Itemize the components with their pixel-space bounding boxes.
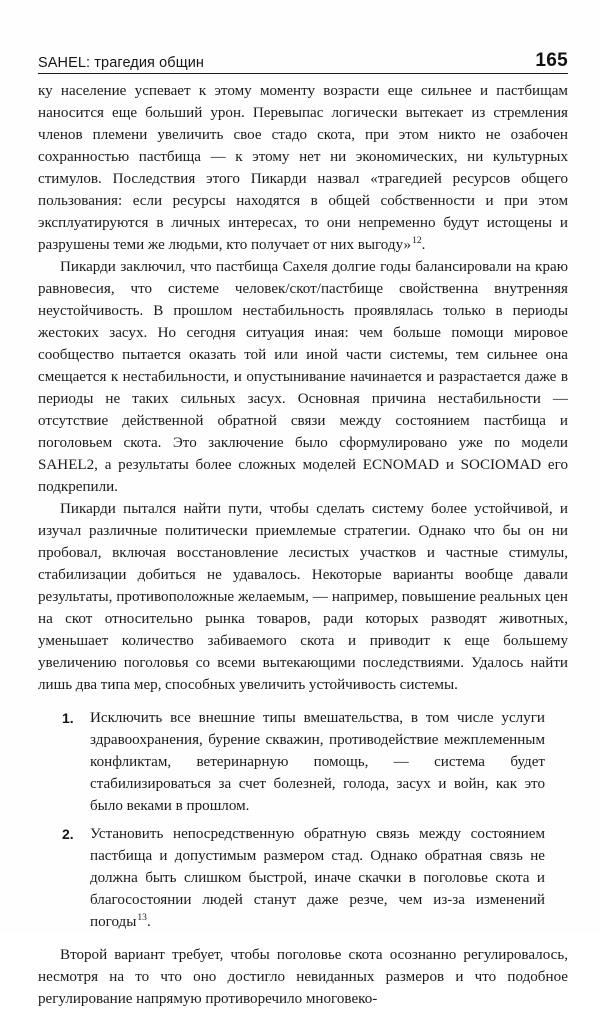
running-header — [38, 42, 568, 74]
text-column — [38, 80, 568, 1010]
paragraph-4-text: Второй вариант требует, чтобы поголовье скота осознанно регулировалось, несмотря на то что оно достигло невиданных размеров и что подобное регулирование напрямую противоречило многовеко- — [38, 947, 568, 1007]
paragraph-1-text: ку население успевает к этому моменту возрасти еще сильнее и пастбищам наносится еще больший урон. Перевыпас логически вытекает из стремления членов племени увеличить свое стадо скота, при этом никто не озабочен сохранностью пастбища — к этому нет ни экономических, ни культурных стимулов. Последствия этого Пикарди назвал «трагедией ресурсов общего пользования: если ресурсы находятся в общей собственности и при этом эксплуатируются в личных интересах, то они непременно будут истощены и разрушены теми же людьми, кто получает от них выгоду» — [38, 83, 568, 253]
list-item — [38, 823, 568, 933]
measures-list — [38, 707, 568, 933]
footnote-marker-12[interactable]: 12 — [412, 234, 422, 246]
list-item-tail: . — [146, 914, 151, 930]
paragraph-1-tail: . — [421, 237, 426, 253]
paragraph-3 — [38, 498, 568, 696]
paragraph-4 — [38, 944, 568, 1010]
paragraph-2-text: Пикарди заключил, что пастбища Сахеля долгие годы балансировали на краю равновесия, что системе человек/скот/пастбище свойственна внутренняя неустойчивость. В прошлом нестабильность проявлялась только в периоды жестоких засух. Но сегодня ситуация иная: чем больше помощи мировое сообщество пытается оказать той или иной части системы, тем сильнее она смещается к нестабильности, и опустынивание начинается и разрастается даже в периоды не таких сильных засух. Основная причина нестабильности — отсутствие действенной обратной связи между состоянием пастбища и поголовьем скота. Это заключение было сформулировано уже по модели SAHEL2, а результаты более сложных моделей ECNOMAD и SOCIOMAD его подкрепили. — [38, 259, 568, 495]
running-header-title: SAHEL: трагедия общин — [38, 54, 205, 71]
page-number: 165 — [535, 50, 568, 71]
footnote-marker-13[interactable]: 13 — [137, 911, 147, 923]
list-item-text: Исключить все внешние типы вмешательства, в том числе услуги здравоохранения, бурение скважин, противодействие межплеменным конфликтам, ветеринарную помощь, — система будет стабилизироваться за счет болезней, голода, засух и войн, как это было веками в прошлом. — [90, 710, 545, 814]
list-item-marker: 2. — [62, 826, 74, 842]
list-item-text: Установить непосредственную обратную связь между состоянием пастбища и допустимым размером стад. Однако обратная связь не должна быть слишком быстрой, иначе скачки в поголовье скота и благосостоянии людей станут даже резче, чем из-за изменений погоды — [90, 826, 545, 930]
paragraph-2 — [38, 256, 568, 498]
list-item — [38, 707, 568, 817]
list-item-marker: 1. — [62, 710, 74, 726]
paragraph-1 — [38, 80, 568, 256]
paragraph-3-text: Пикарди пытался найти пути, чтобы сделать систему более устойчивой, и изучал различные политически приемлемые стратегии. Однако что бы он ни пробовал, включая восстановление лесистых участков и частные стимулы, стабилизации добиться не удавалось. Некоторые варианты вообще давали результаты, противоположные желаемым, — например, повышение реальных цен на скот относительно рынка товаров, ради которых разводят животных, уменьшает количество забиваемого скота и приводит к еще большему увеличению поголовья со всеми вытекающими последствиями. Удалось найти лишь два типа мер, способных увеличить устойчивость системы. — [38, 501, 568, 693]
